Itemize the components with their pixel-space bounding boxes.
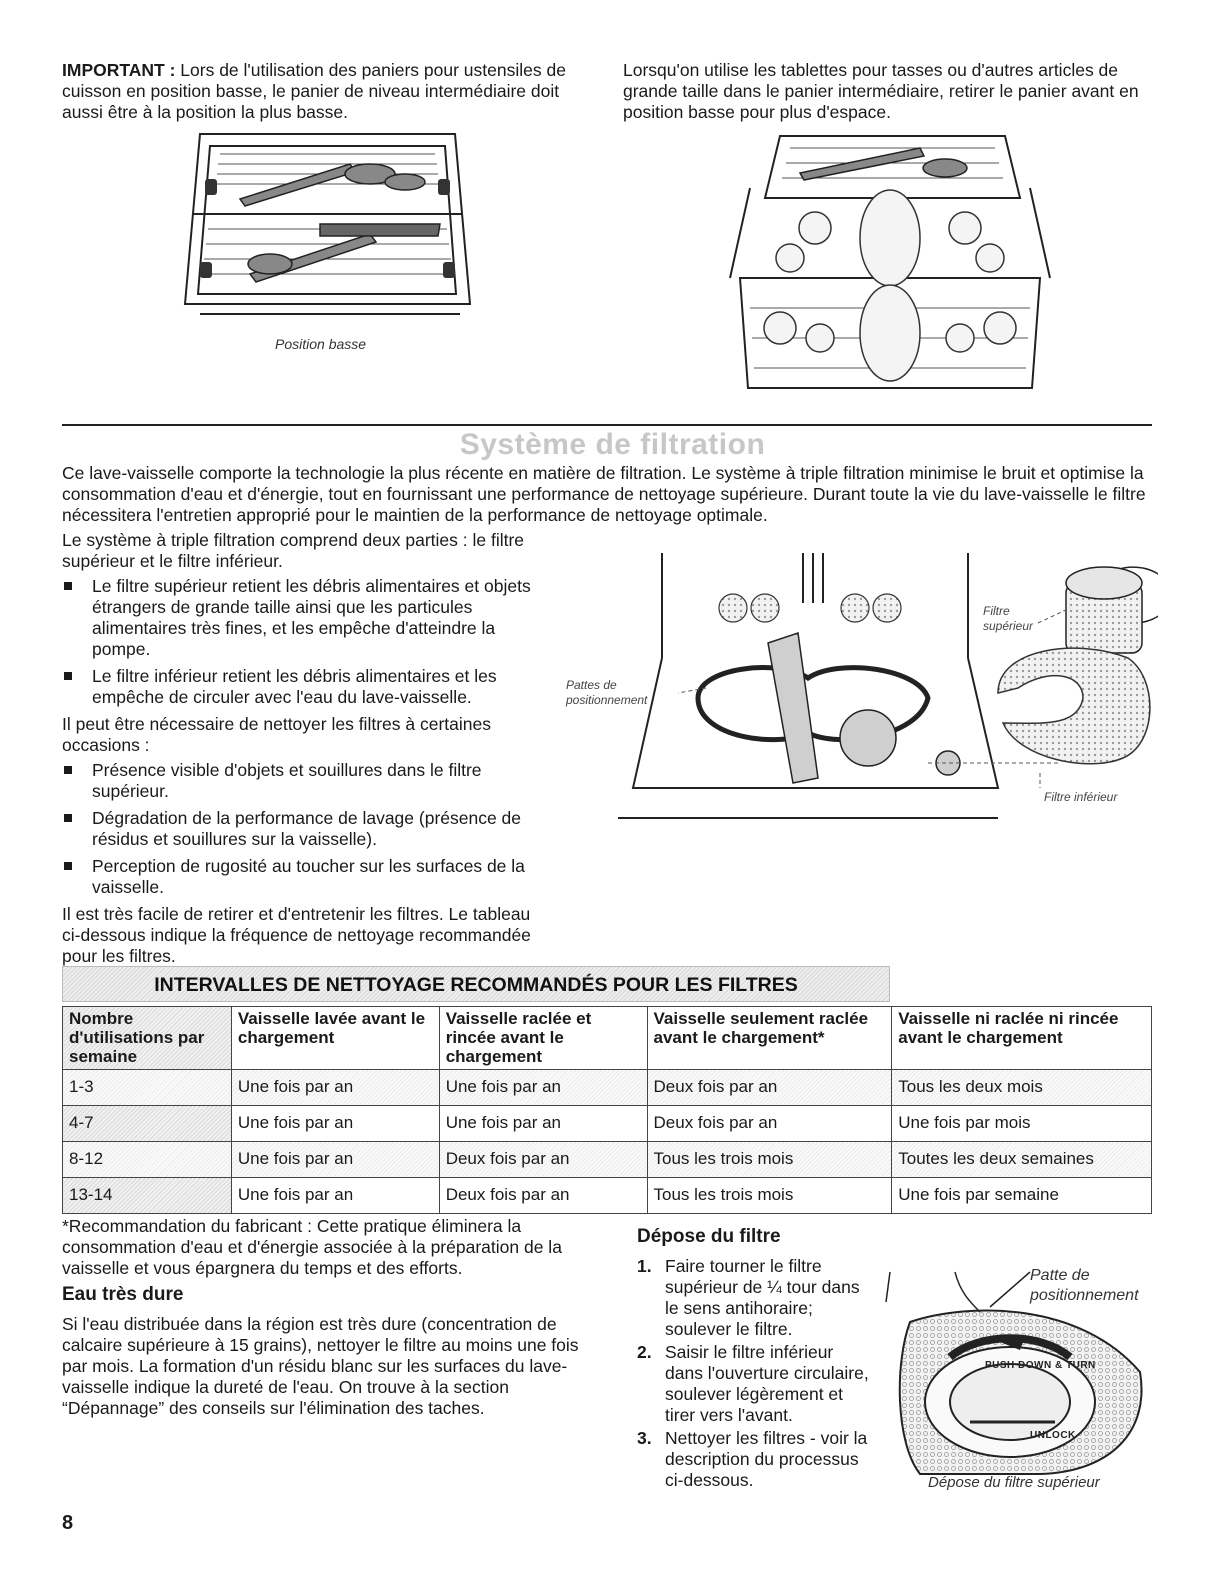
- label-positioning-tabs: Pattes de positionnement: [566, 678, 648, 707]
- list-item: Dégradation de la performance de lavage (présence de résidus et souillures sur la vaisselle).: [62, 808, 547, 850]
- table-cell: Une fois par an: [231, 1142, 439, 1178]
- table-cell: 1-3: [63, 1070, 232, 1106]
- step-item: [637, 1256, 872, 1340]
- table-row: [63, 1178, 1152, 1214]
- table-cell: Deux fois par an: [439, 1178, 647, 1214]
- step-number: 2.: [637, 1342, 652, 1362]
- positioning-tab-label: Patte de positionnement: [1030, 1267, 1139, 1304]
- hard-water-heading: Eau très dure: [62, 1284, 184, 1305]
- step-number: 1.: [637, 1256, 652, 1276]
- important-text: Lors de l'utilisation des paniers pour ustensiles de cuisson en position basse, le panier de niveau intermédiaire doit aussi être à la position la plus basse.: [62, 60, 566, 122]
- table-header: Vaisselle seulement raclée avant le chargement*: [647, 1007, 892, 1070]
- table-cell: Une fois par an: [231, 1106, 439, 1142]
- removal-steps: [637, 1256, 872, 1493]
- push-down-turn-label: PUSH DOWN & TURN: [985, 1360, 1096, 1371]
- important-paragraph: [62, 60, 592, 123]
- label-lower-filter: Filtre inférieur: [1044, 790, 1118, 804]
- table-cell: Tous les trois mois: [647, 1178, 892, 1214]
- filter-removal-heading: Dépose du filtre: [637, 1226, 781, 1247]
- parts-list: [62, 576, 547, 708]
- table-header-row: [63, 1007, 1152, 1070]
- table-row: [63, 1070, 1152, 1106]
- list-item: Présence visible d'objets et souillures dans le filtre supérieur.: [62, 760, 547, 802]
- step-text: Saisir le filtre inférieur dans l'ouverture circulaire, soulever légèrement et tirer vers l'avant.: [665, 1342, 869, 1425]
- table-cell: 8-12: [63, 1142, 232, 1178]
- table-header: Vaisselle raclée et rincée avant le chargement: [439, 1007, 647, 1070]
- table-cell: Tous les trois mois: [647, 1142, 892, 1178]
- table-cell: Une fois par an: [439, 1070, 647, 1106]
- unlock-label: UNLOCK: [1030, 1430, 1076, 1441]
- table-header: Vaisselle lavée avant le chargement: [231, 1007, 439, 1070]
- table-banner: INTERVALLES DE NETTOYAGE RECOMMANDÉS POUR LES FILTRES: [62, 966, 890, 1002]
- cleaning-intervals-table: [62, 1006, 1152, 1214]
- page-number: 8: [62, 1512, 74, 1534]
- footnote: *Recommandation du fabricant : Cette pratique éliminera la consommation d'eau et d'énergie associée à la préparation de la vaisselle et vous épargnera du temps et des efforts.: [62, 1216, 562, 1278]
- step-text: Nettoyer les filtres - voir la description du processus ci-dessous.: [665, 1428, 868, 1490]
- filters-outro: Il est très facile de retirer et d'entretenir les filtres. Le tableau ci-dessous indique la fréquence de nettoyage recommandée pour les filtres.: [62, 904, 531, 966]
- table-cell: Deux fois par an: [647, 1106, 892, 1142]
- table-cell: Une fois par an: [439, 1106, 647, 1142]
- table-cell: 4-7: [63, 1106, 232, 1142]
- section-title: Système de filtration: [459, 428, 766, 461]
- list-item: Le filtre inférieur retient les débris alimentaires et les empêche de circuler avec l'eau du lave-vaisselle.: [62, 666, 547, 708]
- occasions-list: [62, 760, 547, 898]
- table-cell: Une fois par an: [231, 1070, 439, 1106]
- top-right-paragraph: Lorsqu'on utilise les tablettes pour tasses ou d'autres articles de grande taille dans le panier intermédiaire, retirer le panier avant en position basse pour plus d'espace.: [623, 60, 1139, 122]
- table-cell: Deux fois par an: [647, 1070, 892, 1106]
- hard-water-text: Si l'eau distribuée dans la région est très dure (concentration de calcaire supérieure à 15 grains), nettoyer le filtre au moins une fois par mois. La formation d'un résidu blanc sur les surfaces du lave-vaisselle indique la dureté de l'eau. On trouve à la section “Dépannage” des conseils sur l'élimination des taches.: [62, 1314, 579, 1418]
- label-upper-filter: Filtre supérieur: [983, 604, 1034, 633]
- occasions-intro: Il peut être nécessaire de nettoyer les filtres à certaines occasions :: [62, 714, 491, 755]
- filter-text-column: [62, 530, 547, 967]
- section-intro: Ce lave-vaisselle comporte la technologie la plus récente en matière de filtration. Le système à triple filtration minimise le bruit et optimise la consommation d'eau et d'énergie, tout en fournissant une performance de nettoyage supérieure. Durant toute la vie du lave-vaisselle le filtre nécessitera l'entretien approprié pour le maintien de la performance de nettoyage optimale.: [62, 463, 1146, 525]
- lower-position-rack-illustration: [170, 124, 485, 329]
- table-row: [63, 1142, 1152, 1178]
- step-item: [637, 1342, 872, 1426]
- filter-system-diagram: [618, 548, 1158, 828]
- table-header: Vaisselle ni raclée ni rincée avant le chargement: [892, 1007, 1152, 1070]
- table-cell: Deux fois par an: [439, 1142, 647, 1178]
- step-text: Faire tourner le filtre supérieur de ¼ tour dans le sens antihoraire; soulever le filtre.: [665, 1256, 860, 1339]
- table-cell: Une fois par mois: [892, 1106, 1152, 1142]
- removal-figure-caption: Dépose du filtre supérieur: [928, 1474, 1100, 1491]
- cup-shelf-rack-illustration: [720, 128, 1060, 400]
- table-cell: Une fois par an: [231, 1178, 439, 1214]
- table-cell: Tous les deux mois: [892, 1070, 1152, 1106]
- parts-intro: Le système à triple filtration comprend deux parties : le filtre supérieur et le filtre inférieur.: [62, 530, 525, 571]
- step-item: [637, 1428, 872, 1491]
- list-item: Le filtre supérieur retient les débris alimentaires et objets étrangers de grande taille ainsi que les particules alimentaires très fines, et les empêche d'atteindre la pompe.: [62, 576, 547, 660]
- section-divider: [62, 424, 1152, 426]
- table-header: Nombre d'utilisations par semaine: [63, 1007, 232, 1070]
- table-cell: Une fois par semaine: [892, 1178, 1152, 1214]
- left-figure-caption: Position basse: [275, 336, 367, 352]
- step-number: 3.: [637, 1428, 652, 1448]
- table-row: [63, 1106, 1152, 1142]
- table-cell: Toutes les deux semaines: [892, 1142, 1152, 1178]
- list-item: Perception de rugosité au toucher sur les surfaces de la vaisselle.: [62, 856, 547, 898]
- table-cell: 13-14: [63, 1178, 232, 1214]
- important-label: IMPORTANT :: [62, 60, 176, 80]
